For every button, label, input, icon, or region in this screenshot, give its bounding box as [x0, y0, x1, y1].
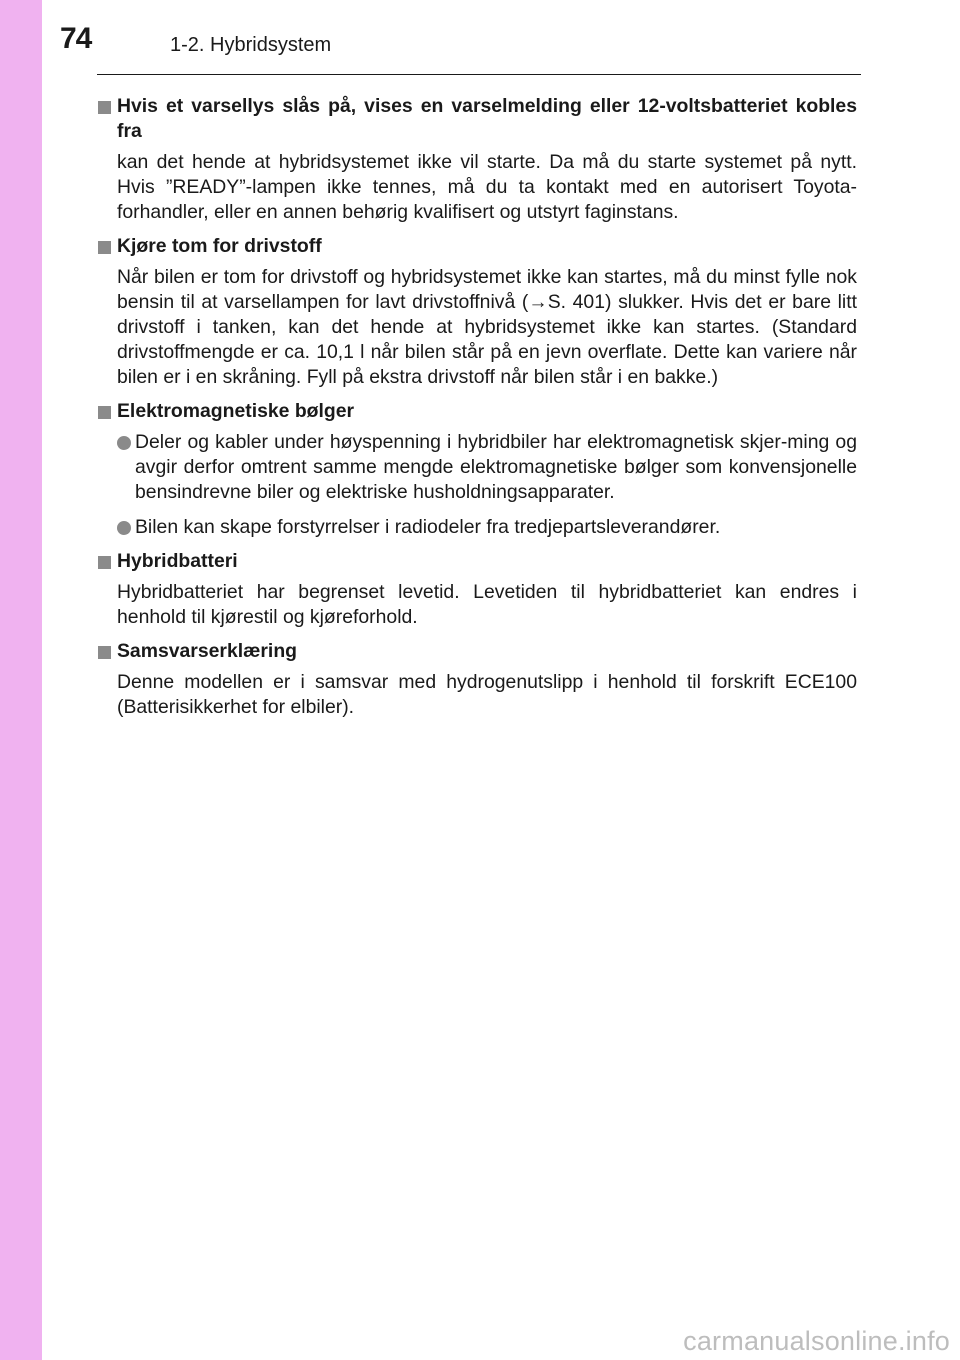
circle-bullet-icon	[117, 521, 131, 535]
section-electromagnetic-waves	[97, 399, 857, 540]
list-item: Deler og kabler under høyspenning i hybridbiler har elektromagnetisk skjer-ming og avgir derfor omtrent samme mengde elektromagnetiske bølger som konvensjonelle bensindrevne biler og elektriske husholdningsapparater.	[97, 430, 857, 505]
square-bullet-icon	[98, 406, 111, 419]
section-heading: Elektromagnetiske bølger	[97, 399, 857, 424]
section-title: 1-2. Hybridsystem	[170, 34, 332, 56]
header-divider	[97, 74, 861, 75]
square-bullet-icon	[98, 101, 111, 114]
section-heading: Hvis et varsellys slås på, vises en varselmelding eller 12-voltsbatteriet kobles fra	[97, 94, 857, 144]
section-heading: Hybridbatteri	[97, 549, 857, 574]
section-body: Hybridbatteriet har begrenset levetid. Levetiden til hybridbatteriet kan endres i henhold til kjørestil og kjøreforhold.	[117, 581, 857, 628]
square-bullet-icon	[98, 646, 111, 659]
circle-bullet-icon	[117, 436, 131, 450]
section-heading: Kjøre tom for drivstoff	[97, 234, 857, 259]
watermark: carmanualsonline.info	[683, 1326, 950, 1356]
section-out-of-fuel	[97, 234, 857, 390]
section-hybrid-battery	[97, 549, 857, 630]
section-heading: Samsvarserklæring	[97, 639, 857, 664]
section-body: Når bilen er tom for drivstoff og hybridsystemet ikke kan startes, må du minst fylle nok bensin til at varsellampen for lavt drivstoffnivå (→S. 401) slukker. Hvis det er bare litt drivstoff i tanken, kan det hende at hybridsystemet ikke kan startes. (Standard drivstoffmengde er ca. 10,1 l når bilen står på en jevn overflate. Dette kan variere når bilen er i en skråning. Fyll på ekstra drivstoff når bilen står i en bakke.)	[117, 266, 857, 388]
page-number: 74	[60, 22, 92, 55]
chapter-color-bar	[0, 0, 42, 1360]
list-item: Bilen kan skape forstyrrelser i radiodeler fra tredjepartsleverandører.	[97, 515, 857, 540]
section-body: kan det hende at hybridsystemet ikke vil starte. Da må du starte systemet på nytt. Hvis ”READY”-lampen ikke tennes, må du ta kontakt med en autorisert Toyota-forhandler, eller en annen behørig kvalifisert og utstyrt faginstans.	[117, 151, 857, 223]
square-bullet-icon	[98, 241, 111, 254]
section-declaration-of-conformity	[97, 639, 857, 720]
page-content	[97, 94, 857, 729]
square-bullet-icon	[98, 556, 111, 569]
section-body: Denne modellen er i samsvar med hydrogenutslipp i henhold til forskrift ECE100 (Batterisikkerhet for elbiler).	[117, 671, 857, 718]
section-warning-light	[97, 94, 857, 225]
